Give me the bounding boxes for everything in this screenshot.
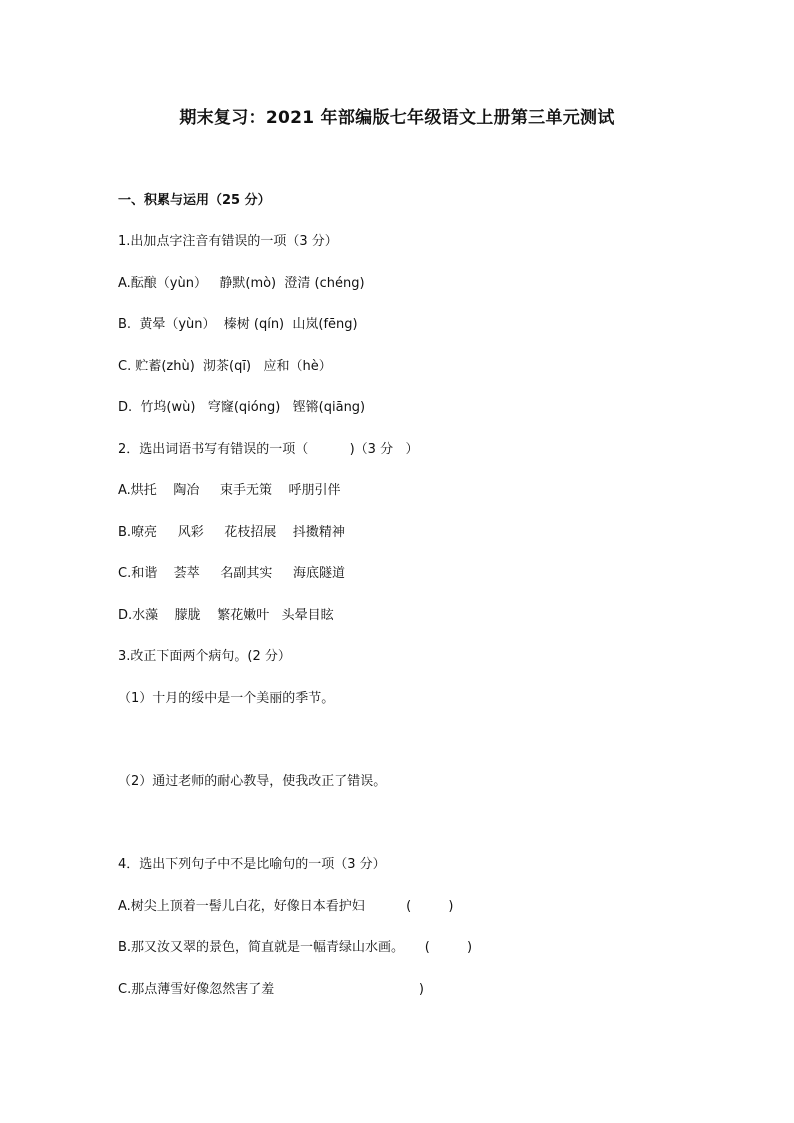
question-2-option-d: D.水藻 朦胧 繁花嫩叶 头晕目眩 xyxy=(118,608,334,623)
question-2-option-b: B.嘹亮 风彩 花枝招展 抖擞精神 xyxy=(118,525,345,540)
question-3-sentence-1: （1）十月的绥中是一个美丽的季节。 xyxy=(118,691,335,706)
question-4-option-c: C.那点薄雪好像忽然害了羞 ) xyxy=(118,982,424,997)
question-1-stem: 1.出加点字注音有错误的一项（3 分） xyxy=(118,234,338,249)
question-1-option-c: C. 贮蓄(zhù) 沏茶(qī) 应和（hè） xyxy=(118,359,332,374)
question-3-stem: 3.改正下面两个病句。(2 分） xyxy=(118,649,291,664)
question-2-option-a: A.烘托 陶冶 束手无策 呼朋引伴 xyxy=(118,483,341,498)
question-4-option-b: B.那又汝又翠的景色，简直就是一幅青绿山水画。 ( ) xyxy=(118,940,473,955)
question-4-stem: 4．选出下列句子中不是比喻句的一项（3 分） xyxy=(118,857,386,872)
question-3-sentence-2: （2）通过老师的耐心教导，使我改正了错误。 xyxy=(118,774,387,789)
question-1-option-d: D. 竹坞(wù) 穹窿(qióng) 铿锵(qiāng) xyxy=(118,400,366,415)
question-4-option-a: A.树尖上顶着一髻儿白花，好像日本看护妇 ( ) xyxy=(118,899,454,914)
question-2-option-c: C.和谐 荟萃 名副其实 海底隧道 xyxy=(118,566,346,581)
question-1-option-a: A.酝酿（yùn） 静默(mò) 澄清 (chéng) xyxy=(118,276,365,291)
section-heading: 一、积累与运用（25 分） xyxy=(118,193,271,208)
page-title: 期末复习：2021 年部编版七年级语文上册第三单元测试 xyxy=(179,108,615,128)
question-2-stem: 2．选出词语书写有错误的一项（ )（3 分 ） xyxy=(118,442,419,457)
question-1-option-b: B. 黄晕（yùn） 榛树 (qín) 山岚(fēng) xyxy=(118,317,358,332)
